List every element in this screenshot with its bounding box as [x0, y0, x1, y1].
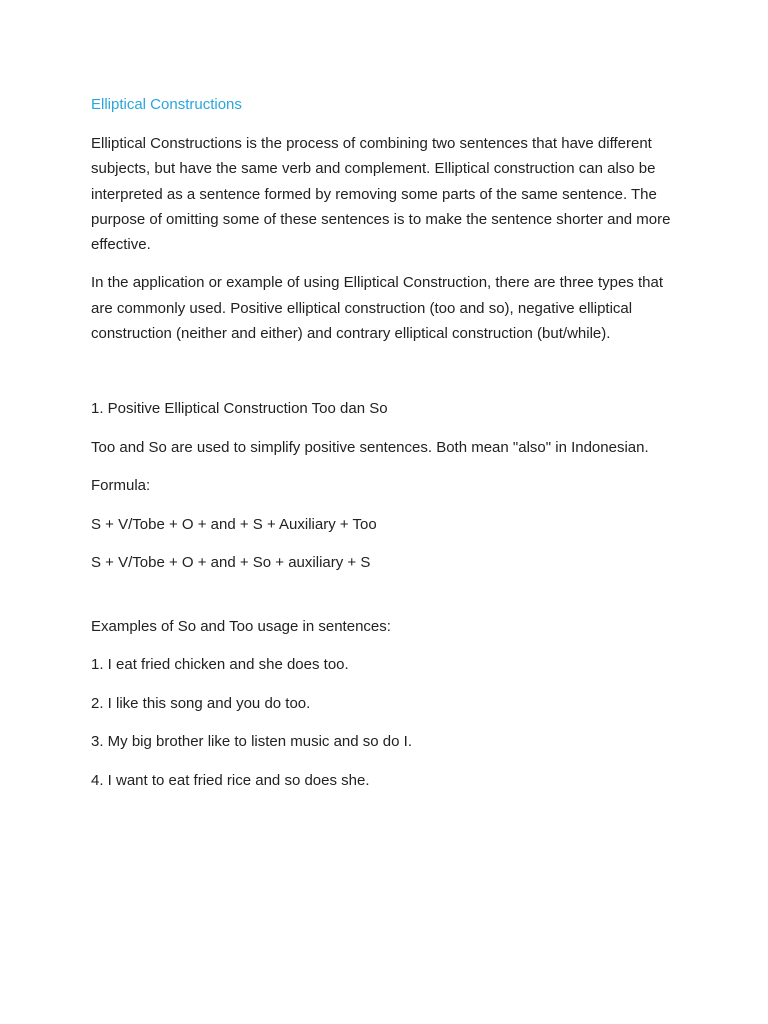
- document-heading: Elliptical Constructions: [91, 96, 242, 113]
- formula-label: Formula:: [91, 477, 151, 495]
- spacer: [91, 589, 671, 614]
- document-body: [91, 94, 671, 806]
- example-item: 4. I want to eat fried rice and so does she.: [91, 771, 370, 789]
- types-paragraph: In the application or example of using Elliptical Construction, there are three types that are commonly used. Positive elliptical construction (too and so), negative elliptical construction (neither and either) and contrary elliptical construction (but/while).: [91, 274, 663, 343]
- example-item: 2. I like this song and you do too.: [91, 694, 311, 712]
- section-description: Too and So are used to simplify positive sentences. Both mean "also" in Indonesian.: [91, 438, 649, 456]
- spacer: [91, 359, 671, 396]
- formula-line: S + V/Tobe + O + and + So + auxiliary + S: [91, 554, 371, 572]
- formula-line: S + V/Tobe + O + and + S + Auxiliary + Too: [91, 515, 377, 533]
- example-item: 3. My big brother like to listen music and so do I.: [91, 733, 412, 751]
- example-item: 1. I eat fried chicken and she does too.: [91, 656, 349, 674]
- examples-title: Examples of So and Too usage in sentences:: [91, 617, 391, 635]
- intro-paragraph: Elliptical Constructions is the process of combining two sentences that have different subjects, but have the same verb and complement. Elliptical construction can also be interpreted as a sentence formed by removing some parts of the same sentence. The purpose of omitting some of these sentences is to make the sentence shorter and more effective.: [91, 135, 671, 254]
- section-title: 1. Positive Elliptical Construction Too dan So: [91, 400, 388, 418]
